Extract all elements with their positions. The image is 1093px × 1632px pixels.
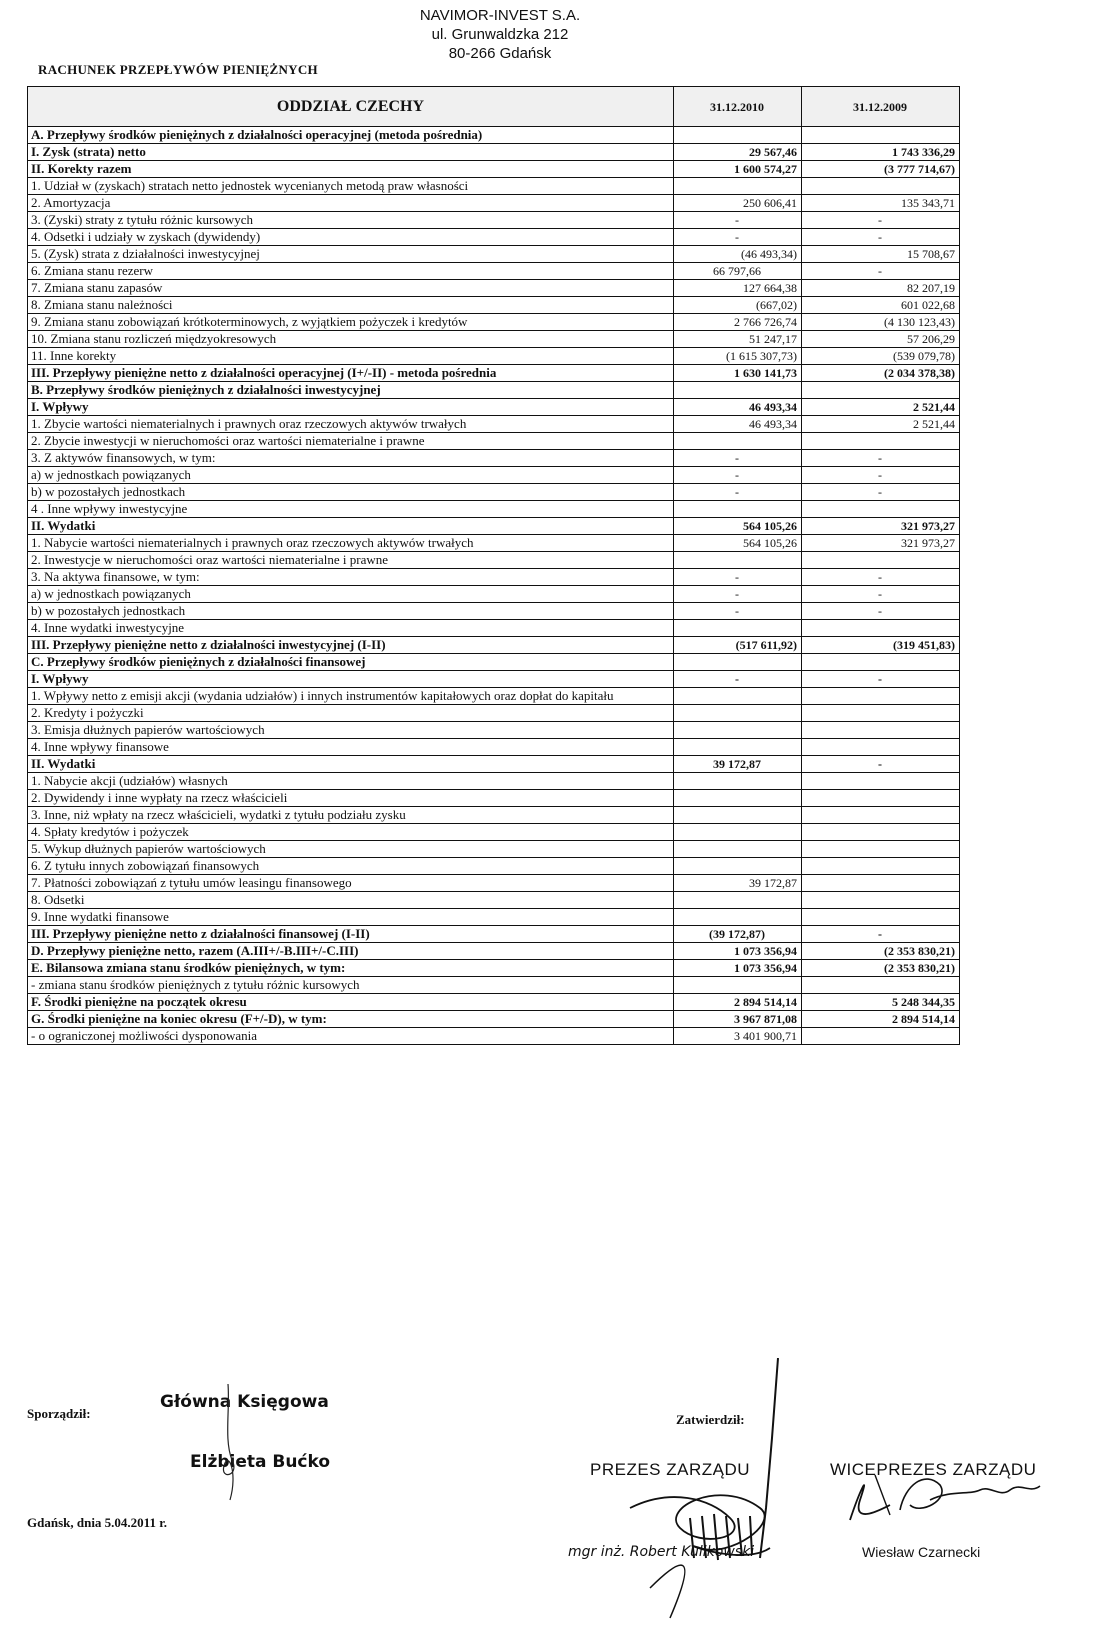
value-2010	[674, 433, 802, 450]
table-row	[28, 535, 960, 552]
table-row	[28, 297, 960, 314]
table-row	[28, 841, 960, 858]
row-label: a) w jednostkach powiązanych	[28, 586, 674, 603]
value-2010: -	[674, 212, 802, 229]
row-label: II. Korekty razem	[28, 161, 674, 178]
row-label: a) w jednostkach powiązanych	[28, 467, 674, 484]
table-row	[28, 484, 960, 501]
value-2010: (667,02)	[674, 297, 802, 314]
prepared-by-label: Sporządził:	[27, 1406, 91, 1421]
table-row	[28, 433, 960, 450]
row-label: D. Przepływy pieniężne netto, razem (A.III+/-B.III+/-C.III)	[28, 943, 674, 960]
table-row	[28, 161, 960, 178]
value-2010	[674, 501, 802, 518]
row-label: 7. Płatności zobowiązań z tytułu umów leasingu finansowego	[28, 875, 674, 892]
table-row	[28, 144, 960, 161]
value-2010	[674, 909, 802, 926]
row-label: 2. Inwestycje w nieruchomości oraz wartości niematerialne i prawne	[28, 552, 674, 569]
row-label: A. Przepływy środków pieniężnych z działalności operacyjnej (metoda pośrednia)	[28, 127, 674, 144]
table-row	[28, 637, 960, 654]
table-row	[28, 824, 960, 841]
value-2009	[802, 807, 960, 824]
row-label: 1. Nabycie akcji (udziałów) własnych	[28, 773, 674, 790]
value-2010: 127 664,38	[674, 280, 802, 297]
value-2009	[802, 1028, 960, 1045]
table-row	[28, 671, 960, 688]
value-2009	[802, 705, 960, 722]
value-2010: -	[674, 467, 802, 484]
table-row	[28, 314, 960, 331]
value-2010	[674, 773, 802, 790]
value-2009: -	[802, 212, 960, 229]
table-row	[28, 807, 960, 824]
value-2009	[802, 433, 960, 450]
table-row	[28, 994, 960, 1011]
value-2009	[802, 977, 960, 994]
row-label: 3. (Zyski) straty z tytułu różnic kursowych	[28, 212, 674, 229]
row-label: b) w pozostałych jednostkach	[28, 484, 674, 501]
section-row	[28, 382, 960, 399]
table-row	[28, 926, 960, 943]
value-2010: (39 172,87)	[674, 926, 802, 943]
value-2009: -	[802, 467, 960, 484]
value-2009: (539 079,78)	[802, 348, 960, 365]
accountant-signature-icon	[200, 1380, 260, 1510]
table-row	[28, 943, 960, 960]
row-label: 3. Inne, niż wpłaty na rzecz właścicieli, wydatki z tytułu podziału zysku	[28, 807, 674, 824]
value-2010: 2 766 726,74	[674, 314, 802, 331]
value-2010	[674, 620, 802, 637]
table-row	[28, 212, 960, 229]
row-label: 1. Udział w (zyskach) stratach netto jednostek wycenianych metodą praw własności	[28, 178, 674, 195]
table-row	[28, 705, 960, 722]
value-2010: 29 567,46	[674, 144, 802, 161]
value-2009: (2 034 378,38)	[802, 365, 960, 382]
value-2009: 321 973,27	[802, 535, 960, 552]
value-2010: 39 172,87	[674, 756, 802, 773]
value-2010: -	[674, 450, 802, 467]
value-2010: 564 105,26	[674, 518, 802, 535]
value-2009	[802, 790, 960, 807]
value-2009: 5 248 344,35	[802, 994, 960, 1011]
row-label: 9. Inne wydatki finansowe	[28, 909, 674, 926]
row-label: 5. (Zysk) strata z działalności inwestycyjnej	[28, 246, 674, 263]
column-header-2009: 31.12.2009	[802, 87, 960, 127]
value-2010	[674, 178, 802, 195]
table-row	[28, 909, 960, 926]
value-2009	[802, 501, 960, 518]
value-2010: 39 172,87	[674, 875, 802, 892]
value-2009: -	[802, 586, 960, 603]
value-2010: 46 493,34	[674, 416, 802, 433]
value-2010	[674, 688, 802, 705]
row-label: 8. Zmiana stanu należności	[28, 297, 674, 314]
value-2010	[674, 858, 802, 875]
row-label: 4. Inne wydatki inwestycyjne	[28, 620, 674, 637]
president-signature-icon	[610, 1358, 810, 1628]
row-label: 9. Zmiana stanu zobowiązań krótkoterminowych, z wyjątkiem pożyczek i kredytów	[28, 314, 674, 331]
value-2009	[802, 552, 960, 569]
value-2009: -	[802, 450, 960, 467]
value-2010	[674, 739, 802, 756]
value-2010	[674, 654, 802, 671]
table-row	[28, 1011, 960, 1028]
value-2009: -	[802, 263, 960, 280]
row-label: 3. Z aktywów finansowych, w tym:	[28, 450, 674, 467]
value-2010	[674, 977, 802, 994]
row-label: - o ograniczonej możliwości dysponowania	[28, 1028, 674, 1045]
president-name: mgr inż. Robert Kulikowski	[568, 1544, 755, 1560]
value-2009: -	[802, 569, 960, 586]
company-header	[380, 6, 620, 63]
section-row	[28, 654, 960, 671]
value-2009	[802, 773, 960, 790]
value-2010	[674, 552, 802, 569]
row-label: 3. Emisja dłużnych papierów wartościowych	[28, 722, 674, 739]
row-label: I. Wpływy	[28, 671, 674, 688]
value-2010	[674, 705, 802, 722]
row-label: I. Wpływy	[28, 399, 674, 416]
value-2010: 1 073 356,94	[674, 943, 802, 960]
table-row	[28, 365, 960, 382]
value-2009: -	[802, 484, 960, 501]
company-name: NAVIMOR-INVEST S.A.	[419, 7, 581, 24]
row-label: 1. Nabycie wartości niematerialnych i prawnych oraz rzeczowych aktywów trwałych	[28, 535, 674, 552]
value-2010	[674, 841, 802, 858]
value-2009	[802, 722, 960, 739]
table-row	[28, 348, 960, 365]
row-label: 1. Wpływy netto z emisji akcji (wydania udziałów) i innych instrumentów kapitałowych oraz dopłat do kapitału	[28, 688, 674, 705]
row-label: 4. Spłaty kredytów i pożyczek	[28, 824, 674, 841]
value-2010: (517 611,92)	[674, 637, 802, 654]
row-label: 3. Na aktywa finansowe, w tym:	[28, 569, 674, 586]
table-row	[28, 620, 960, 637]
row-label: 2. Kredyty i pożyczki	[28, 705, 674, 722]
table-row	[28, 586, 960, 603]
vice-president-name: Wiesław Czarnecki	[862, 1544, 981, 1560]
value-2009: (3 777 714,67)	[802, 161, 960, 178]
chief-accountant-stamp: Główna Księgowa	[160, 1392, 329, 1412]
value-2010: 2 894 514,14	[674, 994, 802, 1011]
table-row	[28, 773, 960, 790]
value-2010: -	[674, 569, 802, 586]
table-row	[28, 960, 960, 977]
row-label: 4 . Inne wpływy inwestycyjne	[28, 501, 674, 518]
table-row	[28, 688, 960, 705]
table-row	[28, 416, 960, 433]
row-label: 7. Zmiana stanu zapasów	[28, 280, 674, 297]
value-2009: 15 708,67	[802, 246, 960, 263]
table-row	[28, 331, 960, 348]
table-row	[28, 518, 960, 535]
vice-president-stamp: WICEPREZES ZARZĄDU	[830, 1460, 1037, 1479]
value-2009	[802, 841, 960, 858]
table-row	[28, 178, 960, 195]
value-2009: 601 022,68	[802, 297, 960, 314]
row-label: 4. Odsetki i udziały w zyskach (dywidendy)	[28, 229, 674, 246]
row-label: 2. Zbycie inwestycji w nieruchomości oraz wartości niematerialne i prawne	[28, 433, 674, 450]
value-2009	[802, 654, 960, 671]
value-2010: -	[674, 229, 802, 246]
value-2009: (319 451,83)	[802, 637, 960, 654]
row-label: F. Środki pieniężne na początek okresu	[28, 994, 674, 1011]
value-2009	[802, 739, 960, 756]
value-2009: 1 743 336,29	[802, 144, 960, 161]
value-2009: -	[802, 603, 960, 620]
table-row	[28, 722, 960, 739]
value-2010: -	[674, 484, 802, 501]
row-label: III. Przepływy pieniężne netto z działalności operacyjnej (I+/-II) - metoda pośrednia	[28, 365, 674, 382]
row-label: G. Środki pieniężne na koniec okresu (F+/-D), w tym:	[28, 1011, 674, 1028]
value-2009: 82 207,19	[802, 280, 960, 297]
table-row	[28, 467, 960, 484]
section-header: ODDZIAŁ CZECHY	[28, 87, 674, 127]
row-label: E. Bilansowa zmiana stanu środków pieniężnych, w tym:	[28, 960, 674, 977]
table-row	[28, 875, 960, 892]
table-header-row	[28, 87, 960, 127]
value-2010	[674, 722, 802, 739]
row-label: b) w pozostałych jednostkach	[28, 603, 674, 620]
row-label: 10. Zmiana stanu rozliczeń międzyokresowych	[28, 331, 674, 348]
value-2009	[802, 824, 960, 841]
value-2009: 2 894 514,14	[802, 1011, 960, 1028]
table-row	[28, 501, 960, 518]
table-row	[28, 790, 960, 807]
value-2010: 66 797,66	[674, 263, 802, 280]
row-label: II. Wydatki	[28, 756, 674, 773]
table-row	[28, 246, 960, 263]
value-2009: 57 206,29	[802, 331, 960, 348]
value-2009: -	[802, 756, 960, 773]
table-row	[28, 229, 960, 246]
value-2009: 2 521,44	[802, 416, 960, 433]
row-label: 11. Inne korekty	[28, 348, 674, 365]
row-label: 6. Zmiana stanu rezerw	[28, 263, 674, 280]
table-row	[28, 399, 960, 416]
row-label: C. Przepływy środków pieniężnych z działalności finansowej	[28, 654, 674, 671]
document-title: RACHUNEK PRZEPŁYWÓW PIENIĘŻNYCH	[38, 62, 318, 77]
value-2009: 2 521,44	[802, 399, 960, 416]
value-2009: (2 353 830,21)	[802, 960, 960, 977]
value-2010: 3 401 900,71	[674, 1028, 802, 1045]
row-label: II. Wydatki	[28, 518, 674, 535]
table-row	[28, 977, 960, 994]
value-2009	[802, 892, 960, 909]
value-2010: 250 606,41	[674, 195, 802, 212]
chief-accountant-name: Elżbieta Bućko	[190, 1452, 331, 1472]
table-row	[28, 1028, 960, 1045]
value-2010: 1 630 141,73	[674, 365, 802, 382]
table-row	[28, 280, 960, 297]
row-label: B. Przepływy środków pieniężnych z działalności inwestycyjnej	[28, 382, 674, 399]
row-label: III. Przepływy pieniężne netto z działalności finansowej (I-II)	[28, 926, 674, 943]
section-row	[28, 127, 960, 144]
value-2009: -	[802, 671, 960, 688]
table-row	[28, 263, 960, 280]
value-2010: 1 600 574,27	[674, 161, 802, 178]
cash-flow-table	[27, 86, 960, 1045]
row-label: - zmiana stanu środków pieniężnych z tytułu różnic kursowych	[28, 977, 674, 994]
value-2010: (1 615 307,73)	[674, 348, 802, 365]
value-2010: 1 073 356,94	[674, 960, 802, 977]
table-row	[28, 195, 960, 212]
value-2010	[674, 892, 802, 909]
table-row	[28, 739, 960, 756]
value-2010	[674, 127, 802, 144]
value-2010: -	[674, 603, 802, 620]
value-2009: 135 343,71	[802, 195, 960, 212]
president-stamp: PREZES ZARZĄDU	[590, 1460, 751, 1479]
value-2009	[802, 858, 960, 875]
row-label: III. Przepływy pieniężne netto z działalności inwestycyjnej (I-II)	[28, 637, 674, 654]
table-row	[28, 569, 960, 586]
value-2010	[674, 382, 802, 399]
row-label: 1. Zbycie wartości niematerialnych i prawnych oraz rzeczowych aktywów trwałych	[28, 416, 674, 433]
table-row	[28, 756, 960, 773]
value-2009	[802, 620, 960, 637]
value-2010: (46 493,34)	[674, 246, 802, 263]
row-label: 5. Wykup dłużnych papierów wartościowych	[28, 841, 674, 858]
value-2010: -	[674, 671, 802, 688]
row-label: 6. Z tytułu innych zobowiązań finansowych	[28, 858, 674, 875]
value-2009	[802, 909, 960, 926]
value-2010: 51 247,17	[674, 331, 802, 348]
value-2010	[674, 824, 802, 841]
column-header-2010: 31.12.2010	[674, 87, 802, 127]
row-label: I. Zysk (strata) netto	[28, 144, 674, 161]
value-2009	[802, 875, 960, 892]
table-row	[28, 858, 960, 875]
value-2009	[802, 127, 960, 144]
table-row	[28, 552, 960, 569]
approved-by-label: Zatwierdził:	[676, 1412, 745, 1427]
value-2009	[802, 688, 960, 705]
cash-flow-table-body	[28, 87, 960, 1045]
row-label: 2. Dywidendy i inne wypłaty na rzecz właścicieli	[28, 790, 674, 807]
company-street: ul. Grunwaldzka 212	[431, 26, 569, 43]
value-2010: 3 967 871,08	[674, 1011, 802, 1028]
value-2009: (4 130 123,43)	[802, 314, 960, 331]
vice-president-signature-icon	[830, 1450, 1060, 1540]
row-label: 4. Inne wpływy finansowe	[28, 739, 674, 756]
table-row	[28, 603, 960, 620]
value-2010: -	[674, 586, 802, 603]
value-2009: -	[802, 229, 960, 246]
value-2009	[802, 382, 960, 399]
value-2010	[674, 790, 802, 807]
value-2009: -	[802, 926, 960, 943]
row-label: 8. Odsetki	[28, 892, 674, 909]
value-2010	[674, 807, 802, 824]
row-label: 2. Amortyzacja	[28, 195, 674, 212]
company-city: 80-266 Gdańsk	[448, 45, 552, 62]
value-2009: 321 973,27	[802, 518, 960, 535]
value-2010: 46 493,34	[674, 399, 802, 416]
table-row	[28, 892, 960, 909]
value-2009: (2 353 830,21)	[802, 943, 960, 960]
value-2010: 564 105,26	[674, 535, 802, 552]
value-2009	[802, 178, 960, 195]
place-date: Gdańsk, dnia 5.04.2011 r.	[27, 1515, 168, 1530]
table-row	[28, 450, 960, 467]
